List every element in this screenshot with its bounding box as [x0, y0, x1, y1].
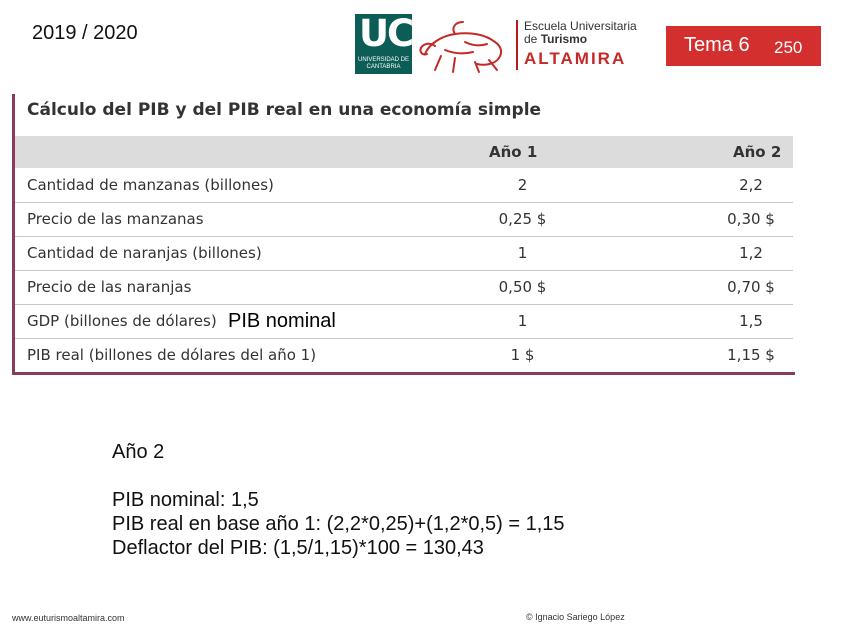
- row-label: Precio de las naranjas: [27, 278, 192, 296]
- table-row: [15, 339, 793, 372]
- notes-line-deflator: Deflactor del PIB: (1,5/1,15)*100 = 130,43: [112, 537, 484, 559]
- bull-logo-icon: [415, 16, 511, 76]
- uc-logo-text: UC: [359, 12, 413, 55]
- table-title: Cálculo del PIB y del PIB real en una economía simple: [27, 100, 542, 120]
- row-value-year1: 2: [517, 176, 528, 194]
- school-logo: [516, 20, 637, 70]
- row-label: GDP (billones de dólares): [27, 312, 217, 330]
- row-label: Cantidad de manzanas (billones): [27, 176, 274, 194]
- year-label: 2019 / 2020: [32, 22, 138, 44]
- page-number: 250: [774, 38, 803, 57]
- calculation-notes: [112, 440, 565, 560]
- row-value-year1: 1 $: [510, 346, 535, 364]
- uc-logo: [355, 14, 412, 74]
- row-value-year2: 1,15 $: [727, 346, 775, 364]
- table-row: [15, 169, 793, 203]
- table-row: [15, 203, 793, 237]
- row-label: Cantidad de naranjas (billones): [27, 244, 262, 262]
- notes-heading: Año 2: [112, 441, 165, 463]
- table-row: [15, 305, 793, 339]
- tema-badge: [666, 26, 821, 66]
- gdp-table: [12, 94, 795, 375]
- row-value-year2: 1,5: [739, 312, 763, 330]
- notes-line-real: PIB real en base año 1: (2,2*0,25)+(1,2*0,5) = 1,15: [112, 513, 565, 535]
- row-value-year1: 0,25 $: [498, 210, 547, 228]
- table-header-row: [15, 136, 793, 168]
- row-value-year2: 0,30 $: [727, 210, 775, 228]
- row-value-year2: 2,2: [739, 176, 763, 194]
- row-label: Precio de las manzanas: [27, 210, 204, 228]
- row-value-year1: 0,50 $: [498, 278, 547, 296]
- row-value-year1: 1: [517, 244, 528, 262]
- table-row: [15, 271, 793, 305]
- school-name: ALTAMIRA: [524, 49, 627, 68]
- row-value-year1: 1: [517, 312, 528, 330]
- table-row: [15, 237, 793, 271]
- school-line1: Escuela Universitaria: [524, 19, 637, 33]
- footer-copyright: © Ignacio Sariego López: [526, 612, 625, 622]
- column-header-year1: Año 1: [489, 143, 538, 161]
- notes-line-nominal: PIB nominal: 1,5: [112, 489, 259, 511]
- column-header-year2: Año 2: [733, 143, 782, 161]
- row-value-year2: 1,2: [739, 244, 763, 262]
- footer-website: www.euturismoaltamira.com: [12, 613, 125, 623]
- school-line2: de Turismo: [524, 32, 588, 46]
- uc-logo-subtext: UNIVERSIDAD DE CANTABRIA: [358, 57, 410, 70]
- pib-nominal-annotation: PIB nominal: [228, 310, 336, 332]
- tema-label: Tema 6: [684, 34, 750, 56]
- row-label: PIB real (billones de dólares del año 1): [27, 346, 317, 364]
- row-value-year2: 0,70 $: [727, 278, 775, 296]
